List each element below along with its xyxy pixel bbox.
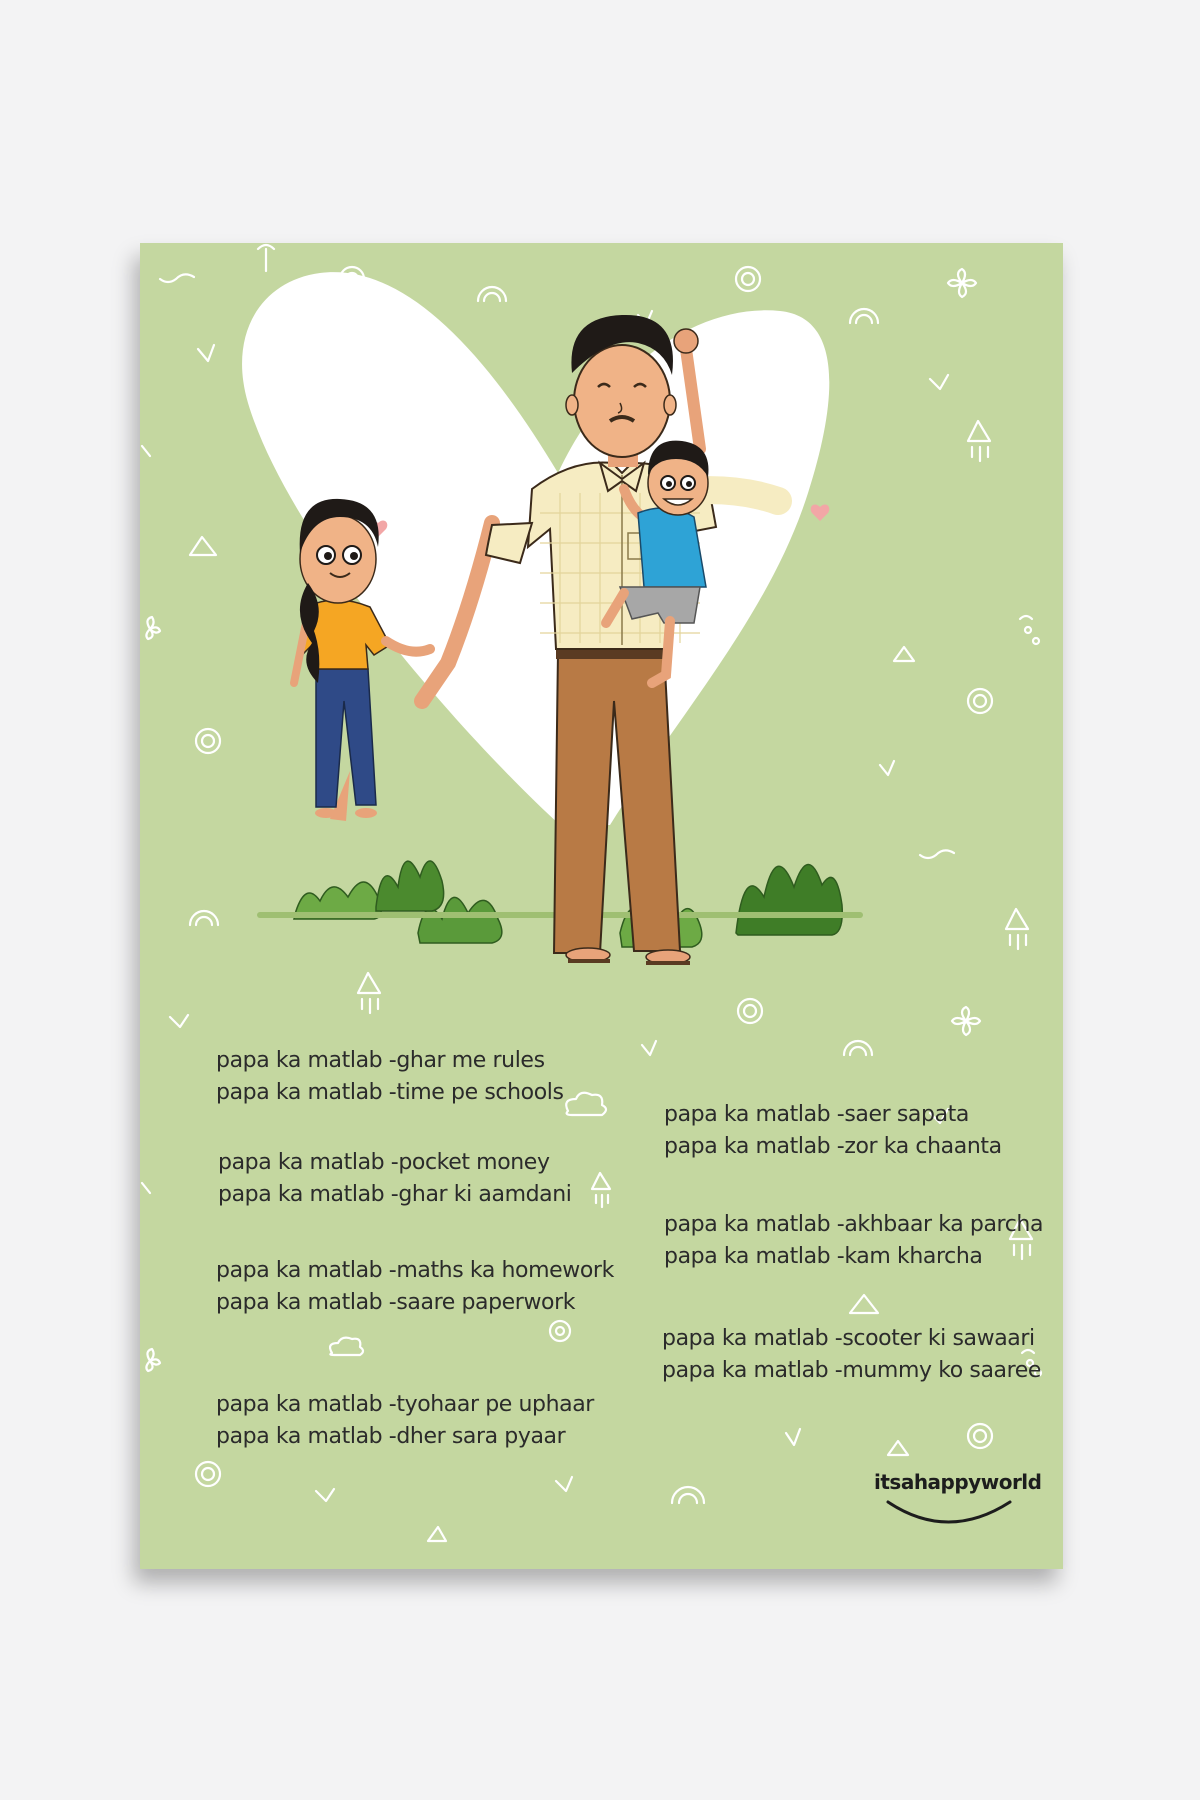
verse-left-4 <box>216 1389 594 1453</box>
brand-logo <box>874 1470 1042 1540</box>
verse-line: papa ka matlab -saer sapata <box>664 1102 969 1127</box>
boy-shorts <box>620 587 700 623</box>
verse-line: papa ka matlab -zor ka chaanta <box>664 1134 1002 1159</box>
verse-line: papa ka matlab -pocket money <box>218 1150 550 1175</box>
brand-name: itsahappyworld <box>874 1470 1042 1494</box>
verse-right-1 <box>664 1099 1002 1163</box>
verse-line: papa ka matlab -akhbaar ka parcha <box>664 1212 1044 1237</box>
verse-line: papa ka matlab -tyohaar pe uphaar <box>216 1392 594 1417</box>
verse-line: papa ka matlab -time pe schools <box>216 1080 564 1105</box>
verse-line: papa ka matlab -maths ka homework <box>216 1258 614 1283</box>
verse-line: papa ka matlab -saare paperwork <box>216 1290 576 1315</box>
verse-left-3 <box>216 1255 614 1319</box>
verse-left-1 <box>216 1045 564 1109</box>
father-head <box>574 345 670 457</box>
verse-left-2 <box>218 1147 572 1211</box>
verse-line: papa ka matlab -kam kharcha <box>664 1244 983 1269</box>
pink-heart-icon <box>811 505 830 521</box>
verse-line: papa ka matlab -dher sara pyaar <box>216 1424 566 1449</box>
verse-line: papa ka matlab -mummy ko saaree <box>662 1358 1042 1383</box>
verse-line: papa ka matlab -scooter ki sawaari <box>662 1326 1035 1351</box>
poster-card <box>140 243 1063 1569</box>
verse-right-2 <box>664 1209 1043 1273</box>
verse-right-3 <box>662 1323 1041 1387</box>
verse-line: papa ka matlab -ghar me rules <box>216 1048 545 1073</box>
smile-icon <box>884 1498 1014 1528</box>
verse-line: papa ka matlab -ghar ki aamdani <box>218 1182 572 1207</box>
